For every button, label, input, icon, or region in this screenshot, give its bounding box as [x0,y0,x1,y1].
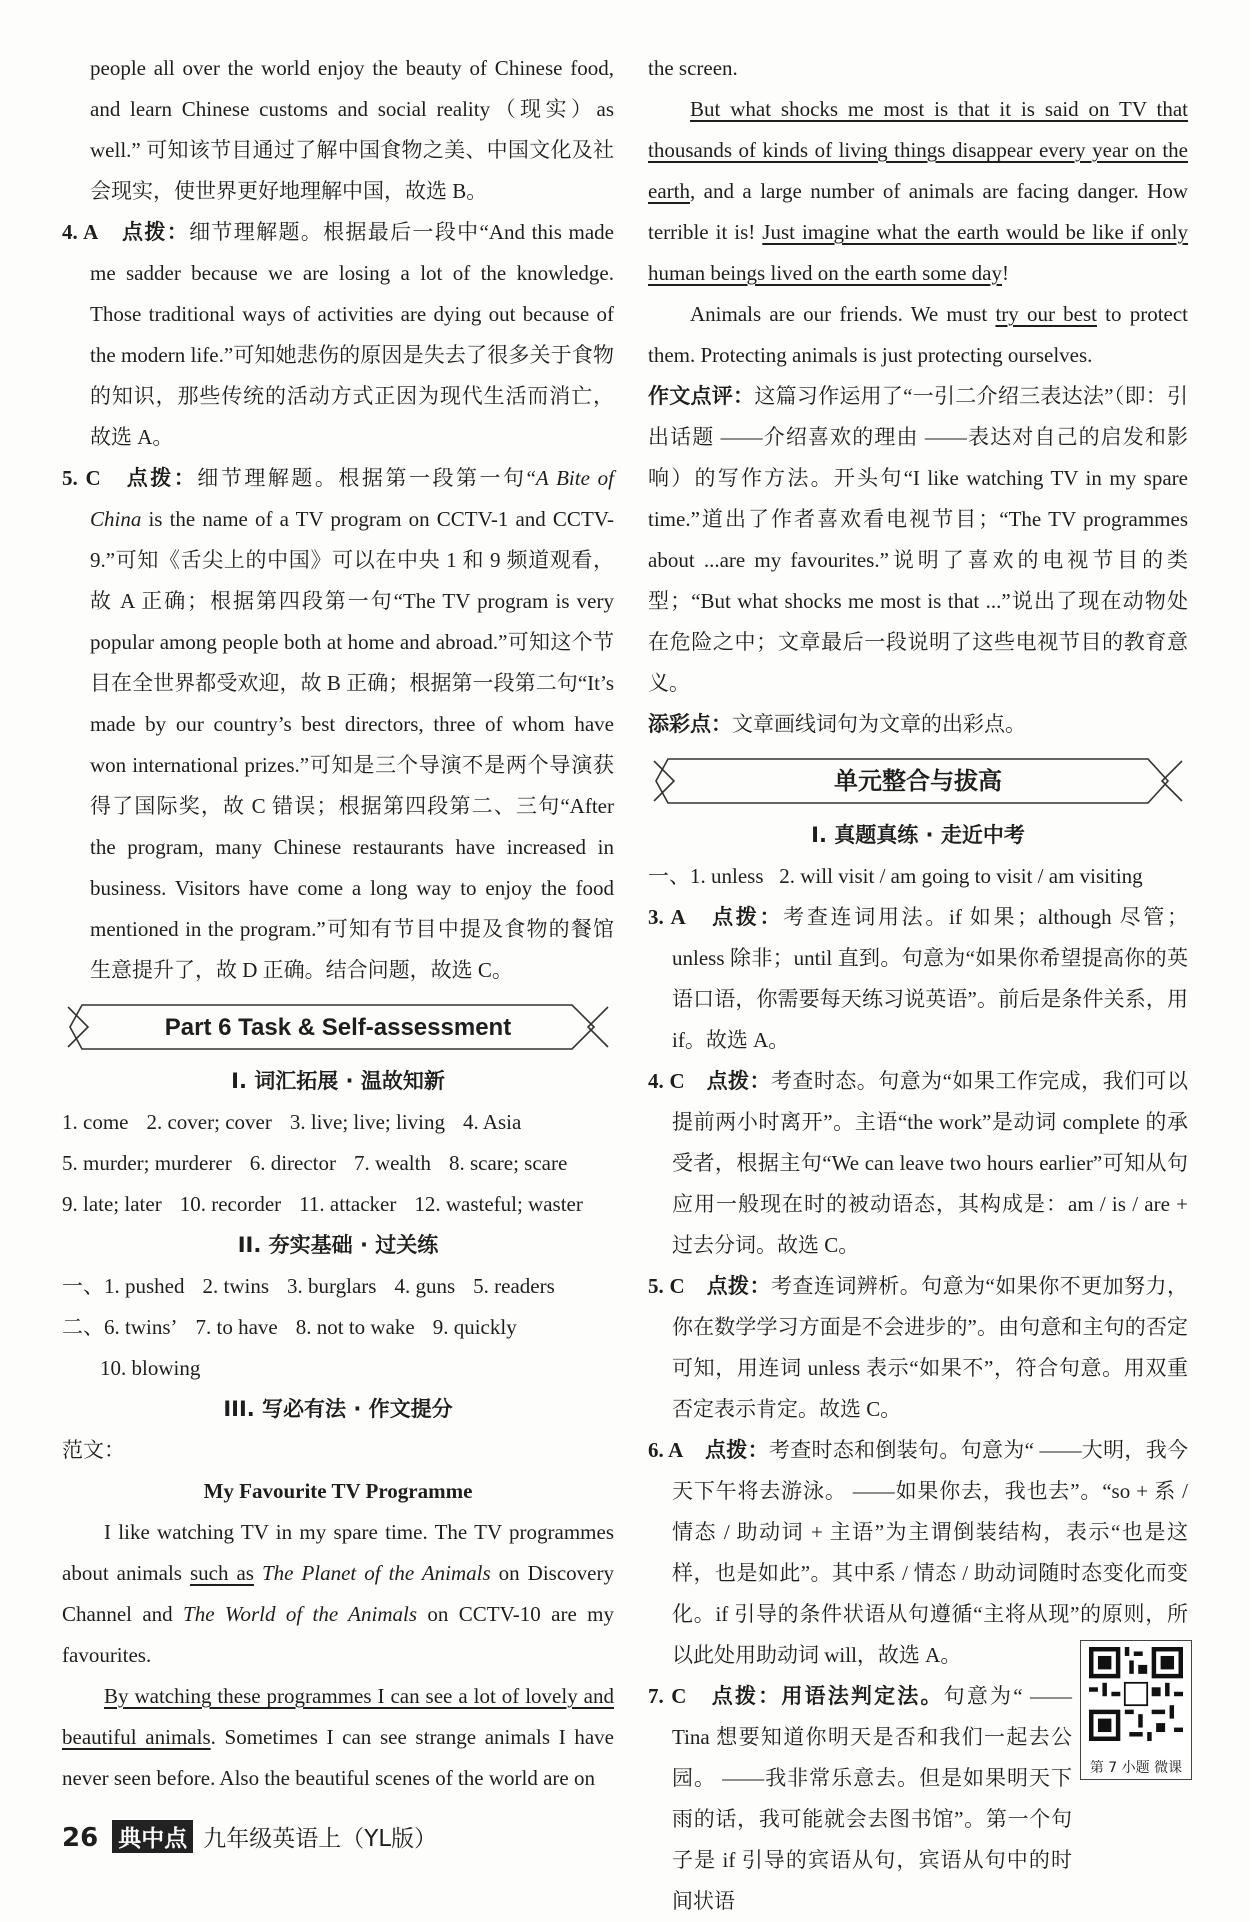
basics-row-1 [62,1266,614,1307]
unit-banner [648,753,1188,809]
qr-code-box[interactable] [1080,1640,1192,1780]
part-6-banner [62,999,614,1055]
essay-text: I like watching TV in my spare time. The TV programmes about animals [62,1520,614,1585]
basics-item: 二、6. twins’ [62,1315,178,1339]
vocab-item: 1. come [62,1110,129,1134]
vocab-item: 5. murder; murderer [62,1151,232,1175]
essay-paragraph-3 [648,89,1188,294]
essay-text: Animals are our friends. We must [690,302,996,326]
vocab-row-1 [62,1102,614,1143]
essay-text: . Sometimes I can see strange animals I have never seen before. Also the beautiful scenes of the world are on [62,1725,614,1790]
unit-section-1-title: I. 真题真练 · 走近中考 [811,823,1025,847]
essay-text: , and a large number of animals are facing danger. How terrible it is! [648,179,1188,244]
essay-highlight [648,704,1188,745]
basics-row-3 [62,1348,614,1389]
left-answer-5 [62,458,614,991]
unit-answer-7 [648,1676,1072,1922]
answer-text: 考查连词辨析。句意为“如果你不更加努力，你在数学学习方面是不会进步的”。由句意和主句的否定可知，用连词 unless 表示“如果不”，符合句意。用双重否定表示肯定。故选 C。 [672,1274,1189,1421]
left-column [62,48,614,1799]
essay-title: My Favourite TV Programme [203,1479,473,1503]
unit-answer-4 [648,1061,1188,1266]
underlined-sentence: By watching these programmes I can see a lot of lovely and beautiful animals [62,1684,614,1749]
part-6-title: Part 6 Task & Self-assessment [164,1014,512,1041]
basics-item: 7. to have [195,1315,278,1339]
answer-text: is the name of a TV program on CCTV-1 and CCTV-9.”可知《舌尖上的中国》可以在中央 1 和 9 频道观看，故 A 正确；根据第四段第一句“The TV program is very popular among people both at home and abroad.”可知这个节目在全世界都受欢迎，故 B 正确；根据第一段第二句“It’s made by our country’s best directors, three of whom have won international prizes.”可知是三个导演不是两个导演获得了国际奖，故 C 错误；根据第四段第二、三句“After the program, many Chinese restaurants have increased in business. Visitors have come a long way to enjoy the food mentioned in the program.”可知有节目中提及食物的餐馆生意提升了，故 D 正确。结合问题，故选 C。 [90,507,614,982]
underlined-phrase: try our best [995,302,1097,326]
vocab-item: 6. director [249,1151,336,1175]
brand-logo: 典中点 [112,1820,193,1853]
vocab-item: 2. cover; cover [146,1110,272,1134]
comment-label: 作文点评： [648,384,755,408]
vocab-item: 7. wealth [353,1151,431,1175]
basics-item: 5. readers [473,1274,555,1298]
section-3-title: III. 写必有法 · 作文提分 [223,1397,453,1421]
unit-answer-5 [648,1266,1188,1430]
unit-answer-row-1: 一、1. unless 2. will visit / am going to visit / am visiting [648,864,1143,888]
answer-text: 细节理解题。根据第一段第一句“ [197,466,536,490]
basics-row-2 [62,1307,614,1348]
hint-label: 点拨：用语法判定法。 [711,1684,944,1708]
basics-item: 3. burglars [287,1274,377,1298]
sample-label: 范文： [62,1438,125,1462]
answer-text: 考查时态。句意为“如果工作完成，我们可以提前两小时离开”。主语“the work”是动词 complete 的承受者，根据主句“We can leave two hours earlier”可知从句应用一般现在时的被动语态，其构成是：am / is / are + 过去分词。故选 C。 [672,1069,1189,1257]
answer-number: 4. A [62,220,99,244]
page-footer [62,1820,437,1853]
answer-text: 考查时态和倒装句。句意为“ ——大明，我今天下午将去游泳。 ——如果你去，我也去”。“so + 系 / 情态 / 助动词 + 主语”为主谓倒装结构，表示“也是这样，也是如此”。其中系 / 情态 / 助动词随时态变化而变化。if 引导的条件状语从句遵循“主将从现”的原则，所以此处用助动词 will，故选 A。 [672,1438,1189,1667]
answer-text: 考查连词用法。if 如果；although 尽管；unless 除非；until 直到。句意为“如果你希望提高你的英语口语，你需要每天练习说英语”。前后是条件关系，用 if。故选 A。 [672,905,1188,1052]
hint-label: 点拨： [712,905,784,929]
program-title: A Bite of China [90,466,615,531]
vocab-item: 12. wasteful; waster [414,1192,583,1216]
answer-number: 3. A [648,905,686,929]
qr-caption: 第 7 小题 微课 [1089,1760,1183,1776]
answer-number: 7. C [648,1684,687,1708]
answer-number: 5. C [648,1274,685,1298]
left-answer-4 [62,212,614,458]
left-paragraph-1: people all over the world enjoy the beauty of Chinese food, and learn Chinese customs and social reality（现实）as well.” 可知该节目通过了解中国食物之美、中国文化及社会现实，使世界更好地理解中国，故选 B。 [90,56,614,203]
essay-continued: the screen. [648,56,738,80]
essay-text: on CCTV-10 are my favourites. [62,1602,614,1667]
essay-paragraph-2 [62,1676,614,1799]
essay-comment [648,376,1188,704]
qr-code-icon[interactable] [1089,1647,1183,1741]
hint-label: 点拨： [122,220,190,244]
vocab-row-2 [62,1143,614,1184]
essay-text: ! [1002,261,1009,285]
basics-item: 4. guns [394,1274,456,1298]
page-number: 26 [62,1823,99,1853]
underlined-sentence: But what shocks me most is that it is said on TV that thousands of kinds of living things disappear every year on the earth [648,97,1188,203]
underlined-sentence: Just imagine what the earth would be like if only human beings lived on the earth some day [648,220,1188,285]
vocab-item: 10. recorder [179,1192,282,1216]
hint-label: 点拨： [706,1274,771,1298]
program-title: The World of the Animals [183,1602,417,1626]
answer-text: 句意为“ ——Tina 想要知道你明天是否和我们一起去公园。 ——我非常乐意去。但是如果明天下雨的话，我可能就会去图书馆”。第一个句子是 if 引导的宾语从句，宾语从句中的时间状语 [672,1684,1073,1913]
vocab-item: 11. attacker [299,1192,397,1216]
vocab-item: 3. live; live; living [289,1110,445,1134]
unit-answer-3 [648,897,1188,1061]
answer-text: 细节理解题。根据最后一段中“And this made me sadder because we are losing a lot of the knowledge. Those traditional ways of activities are dying out because of the modern life.”可知她悲伤的原因是失去了很多关于食物的知识，那些传统的活动方式正因为现代生活而消亡，故选 A。 [90,220,615,449]
essay-paragraph-1 [62,1512,614,1676]
hint-label: 点拨： [706,1069,771,1093]
basics-item: 10. blowing [100,1356,201,1380]
highlight-label: 添彩点： [648,712,732,736]
basics-item: 一、1. pushed [62,1274,185,1298]
highlight-text: 文章画线词句为文章的出彩点。 [732,712,1026,736]
answer-number: 4. C [648,1069,685,1093]
comment-text: 这篇习作运用了“一引二介绍三表达法”（即：引出话题 ——介绍喜欢的理由 ——表达对自己的启发和影响）的写作方法。开头句“I like watching TV in my spare time.”道出了作者喜欢看电视节目；“The TV programmes about ...are my favourites.”说明了喜欢的电视节目的类型；“But what shocks me most is that ...”说出了现在动物处在危险之中；文章最后一段说明了这些电视节目的教育意义。 [648,384,1189,695]
section-2-title: II. 夯实基础 · 过关练 [237,1233,439,1257]
basics-item: 9. quickly [432,1315,517,1339]
basics-item: 8. not to wake [295,1315,415,1339]
section-1-title: I. 词汇拓展 · 温故知新 [231,1069,445,1093]
answer-number: 6. A [648,1438,684,1462]
basics-item: 2. twins [202,1274,270,1298]
essay-paragraph-4 [648,294,1188,376]
vocab-item: 4. Asia [463,1110,522,1134]
vocab-item: 9. late; later [62,1192,162,1216]
unit-title: 单元整合与拔高 [834,768,1002,795]
vocab-item: 8. scare; scare [448,1151,568,1175]
hint-label: 点拨： [704,1438,769,1462]
essay-text: on Discovery Channel and [62,1561,614,1626]
underlined-phrase: such as [189,1561,254,1585]
book-title: 九年级英语上（YL版） [203,1826,438,1852]
vocab-row-3 [62,1184,614,1225]
answer-number: 5. C [62,466,101,490]
essay-text: to protect them. Protecting animals is just protecting ourselves. [648,302,1189,367]
program-title: The Planet of the Animals [253,1561,491,1585]
hint-label: 点拨： [126,466,198,490]
